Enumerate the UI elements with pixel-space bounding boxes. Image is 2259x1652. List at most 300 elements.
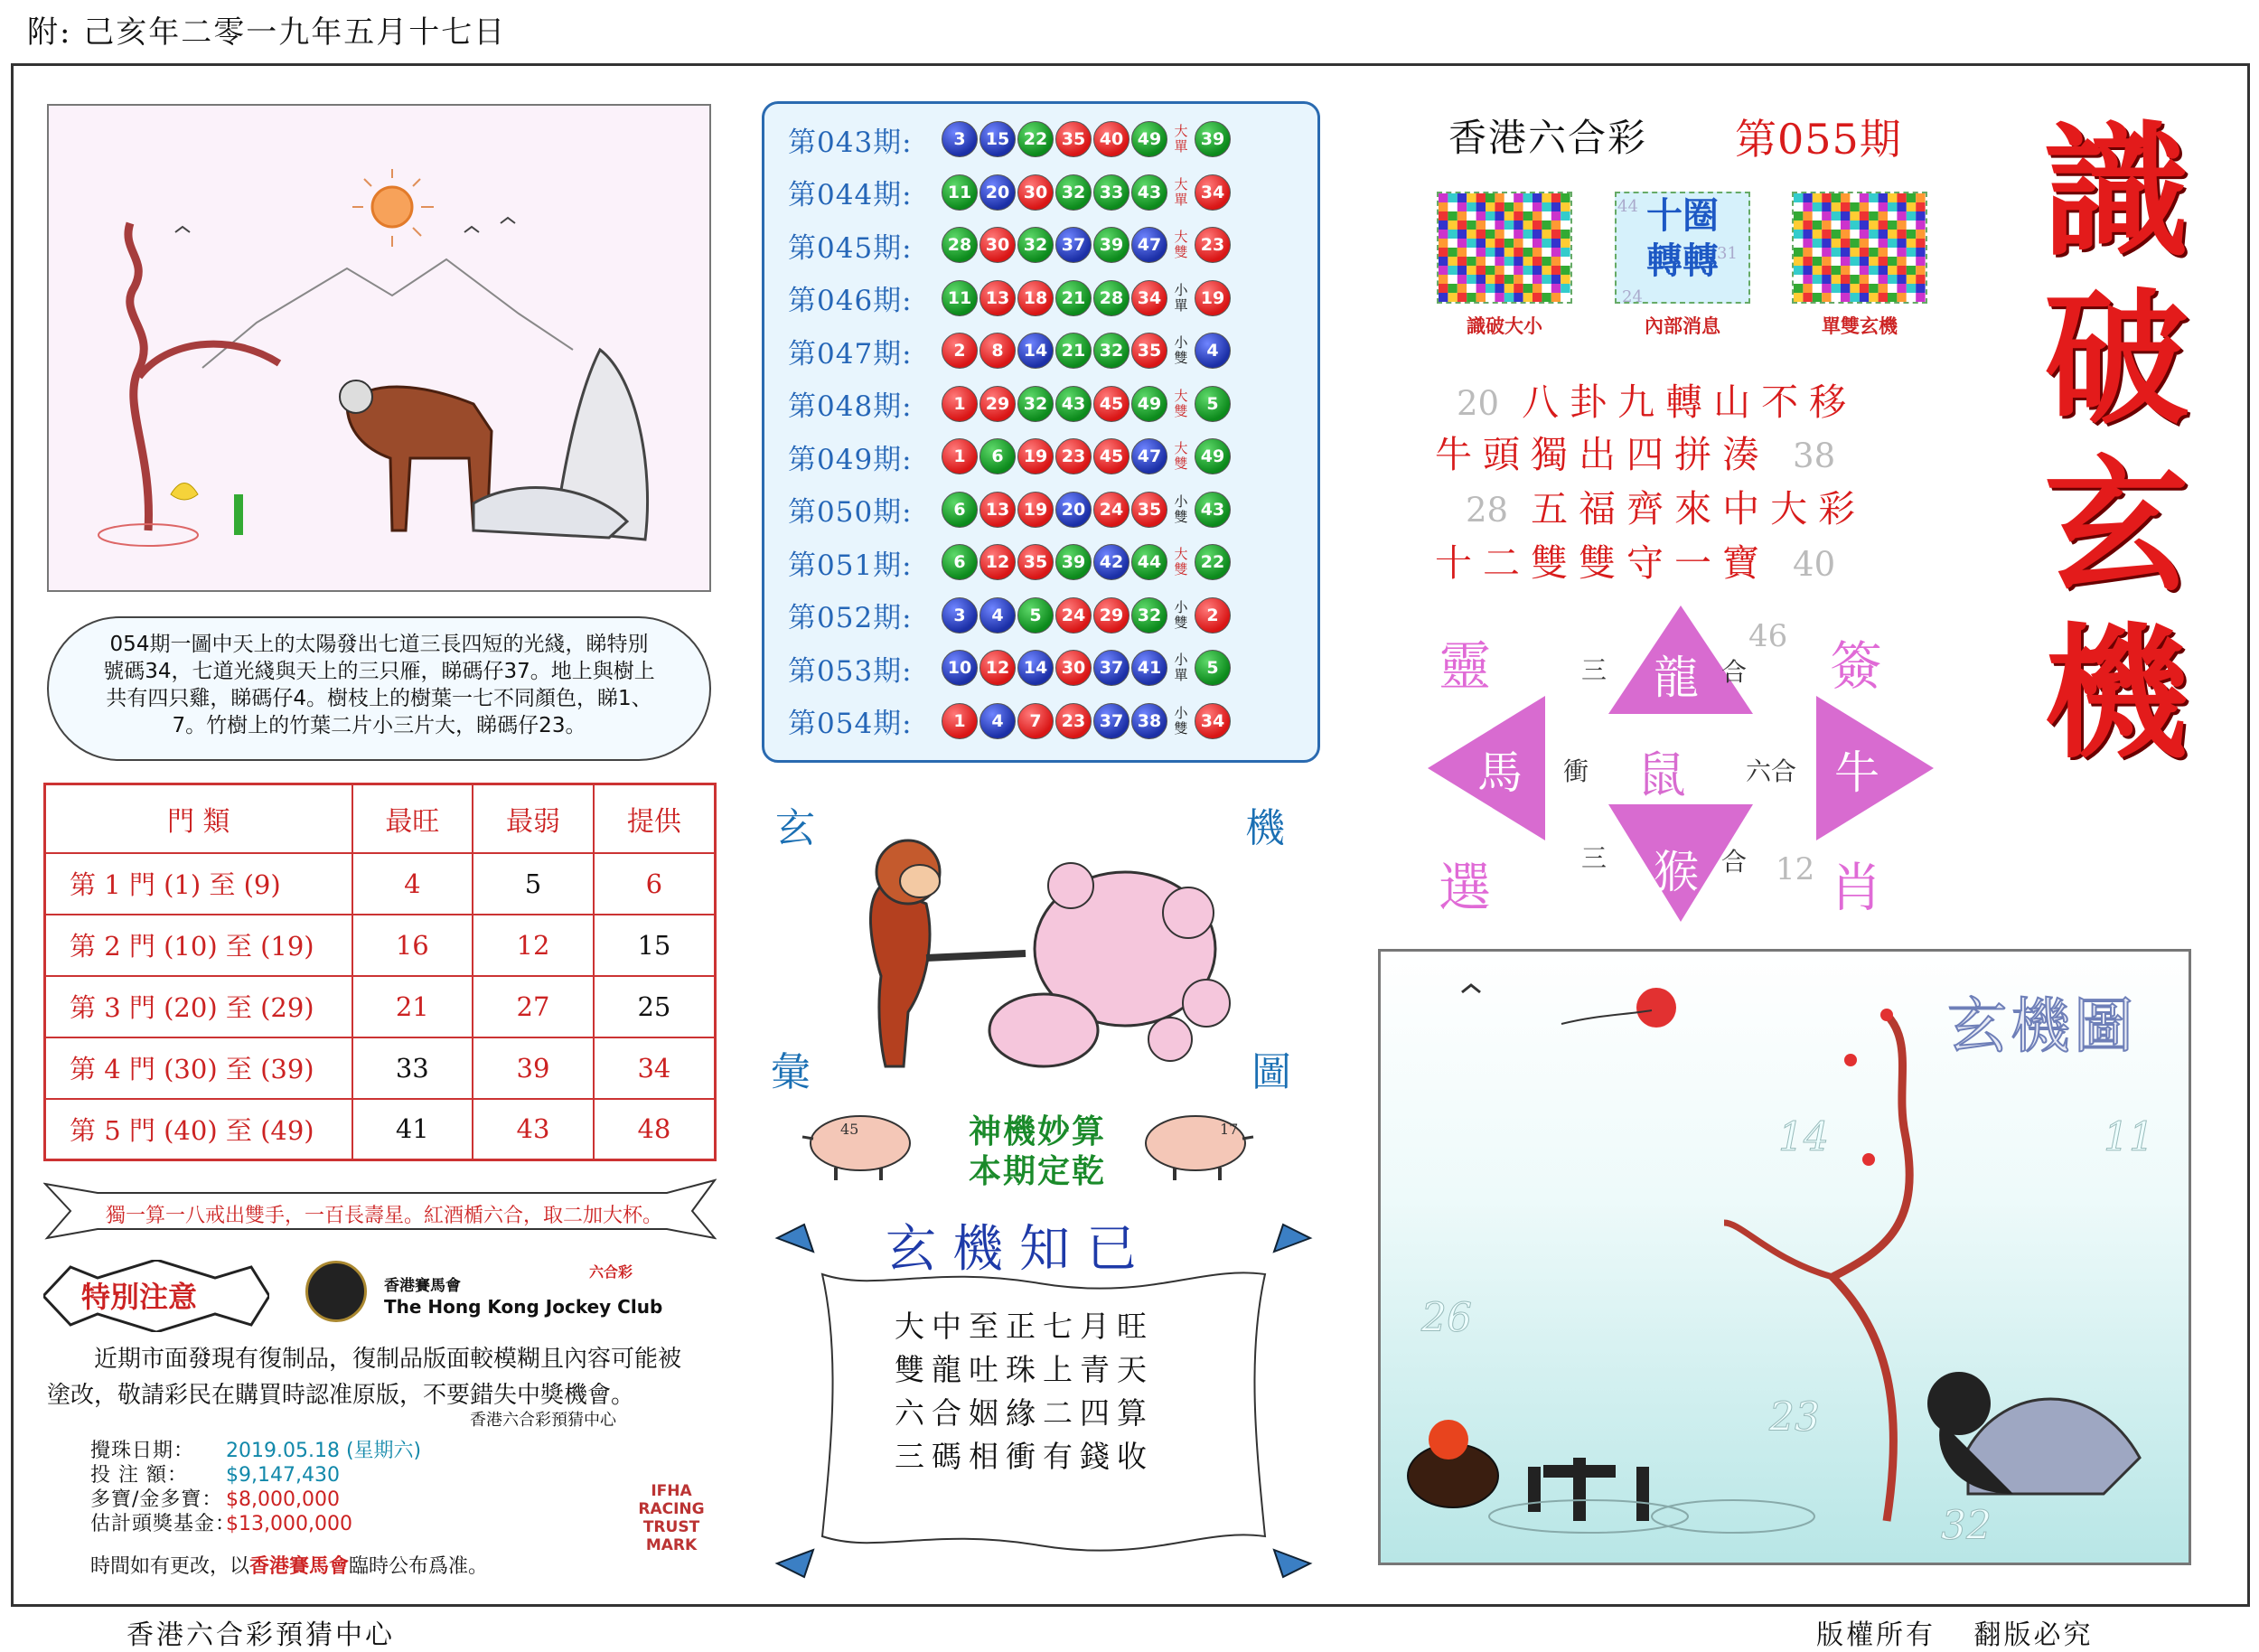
- mosaic-cell: [1794, 221, 1803, 230]
- result-ball: 30: [1055, 650, 1092, 686]
- mosaic-cell: [1841, 211, 1850, 221]
- draw-note-org: 香港賽馬會: [249, 1555, 350, 1578]
- mosaic-cell: [1888, 239, 1897, 248]
- ten-ring-line: 轉轉: [1646, 240, 1719, 282]
- poem-number: 28: [1466, 491, 1509, 530]
- mosaic-cell: [1514, 239, 1523, 248]
- mosaic-cell: [1551, 293, 1561, 302]
- mosaic-cell: [1832, 266, 1841, 275]
- mosaic-cell: [1813, 248, 1822, 257]
- banner-text: 獨一算一八戒出雙手，一百長壽星。紅酒楯六合，取二加大杯。: [105, 1205, 662, 1227]
- mosaic-cell: [1523, 230, 1533, 239]
- mosaic-cell: [1822, 284, 1831, 293]
- mosaic-cell: [1850, 202, 1859, 211]
- door-max: 4: [352, 853, 473, 915]
- mosaic-cell: [1813, 221, 1822, 230]
- mosaic-cell: [1813, 202, 1822, 211]
- mosaic-cell: [1476, 211, 1486, 221]
- poem-text: 牛頭獨出四拼湊: [1435, 433, 1770, 476]
- mosaic-cell: [1504, 275, 1514, 284]
- mosaic-cell: [1888, 202, 1897, 211]
- bamboo-icon: [234, 494, 243, 535]
- notice-text: 近期市面發現有復制品，復制品版面較模糊且內容可能被塗改，敬請彩民在購買時認准原版，不要錯失中獎機會。: [47, 1346, 682, 1409]
- mosaic-cell: [1439, 239, 1448, 248]
- mosaic-cell: [1495, 211, 1504, 221]
- special-ball: 23: [1195, 227, 1231, 263]
- mosaic-cell: [1813, 230, 1822, 239]
- mosaic-label: 單雙玄機: [1822, 315, 1898, 337]
- result-issue-label: 第046期:: [788, 285, 913, 317]
- result-ball: 32: [1093, 333, 1130, 369]
- mosaic-cell: [1495, 275, 1504, 284]
- mosaic-cell: [1841, 248, 1850, 257]
- result-ball: 29: [1093, 597, 1130, 634]
- mosaic-cell: [1794, 257, 1803, 266]
- mosaic-cell: [1504, 266, 1514, 275]
- mosaic-cell: [1803, 266, 1812, 275]
- mosaic-cell: [1448, 293, 1457, 302]
- result-ball: 35: [1131, 333, 1167, 369]
- mosaic-cell: [1523, 221, 1533, 230]
- special-ball: 39: [1195, 121, 1231, 157]
- big-title-char: 機: [2043, 608, 2189, 778]
- mosaic-cell: [1467, 221, 1476, 230]
- mosaic-cell: [1476, 248, 1486, 257]
- special-ball: 5: [1195, 650, 1231, 686]
- mosaic-cell: [1514, 193, 1523, 202]
- mosaic-cell: [1803, 257, 1812, 266]
- pig-left-number: 45: [840, 1121, 859, 1138]
- size-tag: 大: [1174, 175, 1188, 192]
- mosaic-cell: [1561, 257, 1570, 266]
- compass-corner-tl: 靈: [1439, 635, 1492, 697]
- mosaic-cell: [1476, 193, 1486, 202]
- compass-corner-br: 肖: [1830, 857, 1883, 918]
- result-ball: 2: [942, 333, 978, 369]
- result-issue-label: 第051期:: [788, 549, 913, 582]
- mosaic-cell: [1533, 239, 1542, 248]
- mosaic-cell: [1533, 275, 1542, 284]
- mosaic-cell: [1514, 211, 1523, 221]
- mosaic-cell: [1803, 202, 1812, 211]
- result-issue-label: 第052期:: [788, 602, 913, 634]
- result-ball: 8: [980, 333, 1016, 369]
- mosaic-cell: [1869, 257, 1878, 266]
- mosaic-cell: [1860, 211, 1869, 221]
- mosaic-cell: [1860, 221, 1869, 230]
- mosaic-cell: [1879, 230, 1888, 239]
- mosaic-cell: [1542, 257, 1551, 266]
- mosaic-cell: [1897, 211, 1906, 221]
- result-ball: 4: [980, 597, 1016, 634]
- mosaic-cell: [1822, 211, 1831, 221]
- mosaic-cell: [1869, 284, 1878, 293]
- mosaic-label: 內部消息: [1645, 315, 1720, 337]
- result-ball: 34: [1131, 280, 1167, 316]
- mosaic-cell: [1495, 193, 1504, 202]
- result-row: [788, 433, 1233, 480]
- mosaic-cell: [1561, 266, 1570, 275]
- geese-icon: [175, 218, 515, 232]
- special-ball: 22: [1195, 544, 1231, 580]
- mosaic-cell: [1458, 248, 1467, 257]
- middle-poem-line: 大中至正七月旺: [895, 1309, 1154, 1344]
- result-ball: 32: [1017, 386, 1054, 422]
- result-ball: 32: [1055, 174, 1092, 211]
- mosaic-cell: [1850, 193, 1859, 202]
- mosaic-cell: [1916, 266, 1925, 275]
- mosaic-cell: [1879, 193, 1888, 202]
- mosaic-cell: [1841, 202, 1850, 211]
- parity-tag: 單: [1174, 296, 1188, 314]
- turnover-label: 投 注 額：: [90, 1464, 188, 1487]
- result-ball: 49: [1131, 386, 1167, 422]
- result-ball: 39: [1055, 544, 1092, 580]
- issue-number: 第055期: [1735, 115, 1902, 164]
- right-poem-line: [1466, 479, 1866, 532]
- date-line: 附: 己亥年二零一九年五月十七日: [27, 14, 507, 51]
- door-label: 第 4 門 (30) 至 (39): [45, 1037, 352, 1099]
- mark6-logo: 六合彩: [589, 1263, 633, 1281]
- mosaic-cell: [1458, 202, 1467, 211]
- mosaic-cell: [1907, 275, 1916, 284]
- mosaic-cell: [1897, 221, 1906, 230]
- jackpot-value: $13,000,000: [226, 1513, 352, 1535]
- result-ball: 47: [1131, 227, 1167, 263]
- mosaic-odd-even: [1792, 192, 1927, 304]
- mosaic-cell: [1897, 193, 1906, 202]
- result-ball: 40: [1093, 121, 1130, 157]
- header-max: 最旺: [352, 784, 473, 853]
- draw-date-row: [90, 1439, 421, 1463]
- mosaic-cell: [1467, 239, 1476, 248]
- mosaic-cell: [1467, 293, 1476, 302]
- size-tag: 大: [1174, 440, 1188, 456]
- table-row: [45, 915, 716, 976]
- mosaic-cell: [1561, 248, 1570, 257]
- mosaic-cell: [1514, 202, 1523, 211]
- mosaic-cell: [1888, 211, 1897, 221]
- mosaic-cell: [1514, 284, 1523, 293]
- mosaic-cell: [1869, 293, 1878, 302]
- size-tag: 小: [1174, 281, 1188, 298]
- mosaic-cell: [1561, 284, 1570, 293]
- mosaic-cell: [1850, 239, 1859, 248]
- result-row: [788, 116, 1233, 163]
- result-ball: 19: [1017, 492, 1054, 528]
- parity-tag: 雙: [1174, 402, 1188, 419]
- mosaic-cell: [1514, 275, 1523, 284]
- parity-tag: 雙: [1174, 614, 1188, 631]
- mosaic-cell: [1495, 284, 1504, 293]
- door-min: 43: [473, 1099, 594, 1160]
- result-ball: 23: [1055, 438, 1092, 474]
- result-ball: 30: [980, 227, 1016, 263]
- table-row: [45, 1099, 716, 1160]
- mosaic-cell: [1907, 266, 1916, 275]
- result-ball: 13: [980, 280, 1016, 316]
- compass-label: 合: [1721, 847, 1748, 877]
- mosaic-cell: [1467, 193, 1476, 202]
- picture-number: 32: [1941, 1503, 1992, 1549]
- result-row: [788, 221, 1233, 268]
- size-tag: 小: [1174, 493, 1188, 510]
- poem-text: 十二雙雙守一寶: [1435, 541, 1770, 585]
- mosaic-cell: [1504, 257, 1514, 266]
- mosaic-cell: [1476, 293, 1486, 302]
- mosaic-cell: [1533, 293, 1542, 302]
- door-table: [43, 783, 717, 1161]
- mosaic-cell: [1533, 211, 1542, 221]
- parity-tag: 單: [1174, 191, 1188, 208]
- result-ball: 11: [942, 174, 978, 211]
- result-ball: 11: [942, 280, 978, 316]
- mosaic-cell: [1907, 284, 1916, 293]
- special-ball: 4: [1195, 333, 1231, 369]
- compass-corner-tr: 簽: [1830, 635, 1883, 697]
- turnover-value: $9,147,430: [226, 1464, 340, 1487]
- result-ball: 7: [1017, 703, 1054, 739]
- result-ball: 45: [1093, 438, 1130, 474]
- result-ball: 49: [1131, 121, 1167, 157]
- mosaic-cell: [1841, 284, 1850, 293]
- result-size-parity-tag: [1169, 595, 1193, 636]
- mosaic-cell: [1495, 239, 1504, 248]
- puzzle-picture-054: [47, 104, 711, 592]
- mosaic-cell: [1504, 193, 1514, 202]
- mosaic-cell: [1523, 193, 1533, 202]
- mosaic-cell: [1832, 248, 1841, 257]
- compass-number: 46: [1748, 618, 1788, 654]
- mosaic-cell: [1888, 284, 1897, 293]
- mosaic-cell: [1794, 239, 1803, 248]
- result-ball: 35: [1017, 544, 1054, 580]
- mosaic-cell: [1832, 221, 1841, 230]
- result-ball: 43: [1055, 386, 1092, 422]
- result-ball: 10: [942, 650, 978, 686]
- mosaic-cell: [1542, 211, 1551, 221]
- mosaic-cell: [1897, 275, 1906, 284]
- mosaic-cell: [1458, 239, 1467, 248]
- mosaic-cell: [1439, 221, 1448, 230]
- ten-ring-number: 24: [1622, 287, 1643, 306]
- mosaic-cell: [1841, 257, 1850, 266]
- picture-number: 14: [1778, 1114, 1829, 1160]
- mosaic-cell: [1869, 248, 1878, 257]
- mosaic-cell: [1916, 248, 1925, 257]
- picture-number: 23: [1769, 1394, 1820, 1441]
- mosaic-cell: [1897, 202, 1906, 211]
- mosaic-cell: [1897, 239, 1906, 248]
- mosaic-cell: [1869, 239, 1878, 248]
- mosaic-cell: [1860, 202, 1869, 211]
- result-ball: 4: [980, 703, 1016, 739]
- big-title-char: 破: [2043, 274, 2189, 444]
- mosaic-cell: [1486, 248, 1495, 257]
- hkjc-name-cn: 香港賽馬會: [384, 1277, 461, 1295]
- mosaic-cell: [1879, 275, 1888, 284]
- mosaic-cell: [1850, 211, 1859, 221]
- mosaic-cell: [1869, 230, 1878, 239]
- result-row: [788, 169, 1233, 216]
- monkey-icon: [870, 886, 929, 1066]
- parity-tag: 單: [1174, 138, 1188, 155]
- mosaic-cell: [1869, 202, 1878, 211]
- slogan-line: 神機妙算: [968, 1112, 1106, 1150]
- mosaic-cell: [1832, 202, 1841, 211]
- result-ball: 23: [1055, 703, 1092, 739]
- mosaic-cell: [1850, 266, 1859, 275]
- mosaic-cell: [1533, 284, 1542, 293]
- mosaic-cell: [1523, 266, 1533, 275]
- size-tag: 小: [1174, 334, 1188, 351]
- mosaic-cell: [1841, 239, 1850, 248]
- mosaic-cell: [1523, 257, 1533, 266]
- result-ball: 20: [1055, 492, 1092, 528]
- mosaic-cell: [1822, 257, 1831, 266]
- result-ball: 12: [980, 650, 1016, 686]
- puzzle-illustration: [49, 106, 711, 592]
- mosaic-cell: [1476, 230, 1486, 239]
- door-max: 41: [352, 1099, 473, 1160]
- result-ball: 1: [942, 438, 978, 474]
- mosaic-cell: [1523, 275, 1533, 284]
- compass-number: 12: [1776, 851, 1815, 887]
- mosaic-big-small: [1437, 192, 1572, 304]
- mosaic-cell: [1888, 221, 1897, 230]
- hkjc-name-en: The Hong Kong Jockey Club: [384, 1296, 663, 1318]
- mosaic-cell: [1832, 230, 1841, 239]
- footer-copyright: 版權所有 翻版必究: [1816, 1619, 2094, 1651]
- result-ball: 5: [1017, 597, 1054, 634]
- result-issue-label: 第050期:: [788, 496, 913, 529]
- mosaic-cell: [1869, 275, 1878, 284]
- mosaic-cell: [1551, 248, 1561, 257]
- mosaic-cell: [1551, 239, 1561, 248]
- result-ball: 20: [980, 174, 1016, 211]
- mosaic-cell: [1841, 275, 1850, 284]
- mosaic-cell: [1542, 221, 1551, 230]
- mosaic-cell: [1803, 248, 1812, 257]
- mosaic-cell: [1523, 202, 1533, 211]
- mosaic-cell: [1907, 257, 1916, 266]
- mosaic-cell: [1879, 293, 1888, 302]
- result-ball: 21: [1055, 333, 1092, 369]
- mosaic-cell: [1832, 193, 1841, 202]
- mosaic-cell: [1448, 211, 1457, 221]
- mosaic-cell: [1860, 239, 1869, 248]
- mosaic-cell: [1458, 284, 1467, 293]
- mosaic-cell: [1439, 275, 1448, 284]
- result-size-parity-tag: [1169, 647, 1193, 689]
- mosaic-cell: [1850, 221, 1859, 230]
- result-issue-label: 第053期:: [788, 654, 913, 688]
- compass-right: 牛: [1834, 746, 1879, 799]
- mosaic-cell: [1523, 211, 1533, 221]
- mosaic-cell: [1897, 284, 1906, 293]
- mosaic-cell: [1860, 230, 1869, 239]
- result-ball: 45: [1093, 386, 1130, 422]
- mosaic-cell: [1907, 230, 1916, 239]
- mosaic-cell: [1907, 211, 1916, 221]
- result-row: [788, 698, 1233, 745]
- mosaic-cell: [1448, 230, 1457, 239]
- special-ball: 19: [1195, 280, 1231, 316]
- mosaic-cell: [1897, 266, 1906, 275]
- mosaic-cell: [1458, 230, 1467, 239]
- mosaic-cell: [1439, 284, 1448, 293]
- mosaic-cell: [1860, 248, 1869, 257]
- result-ball: 37: [1093, 650, 1130, 686]
- result-ball: 39: [1093, 227, 1130, 263]
- snowball-row: [90, 1488, 421, 1512]
- mosaic-cell: [1476, 239, 1486, 248]
- mosaic-cell: [1458, 211, 1467, 221]
- mosaic-cell: [1542, 202, 1551, 211]
- goat-icon: [347, 387, 492, 530]
- mosaic-cell: [1916, 230, 1925, 239]
- corner-char-br: 圖: [1251, 1049, 1291, 1095]
- draw-date-value: 2019.05.18 (星期六): [226, 1440, 422, 1462]
- result-ball: 47: [1131, 438, 1167, 474]
- result-row: [788, 644, 1233, 691]
- slogan-line: 本期定乾: [968, 1152, 1106, 1190]
- mosaic-cell: [1439, 211, 1448, 221]
- result-issue-label: 第049期:: [788, 443, 913, 476]
- parity-tag: 雙: [1174, 350, 1188, 366]
- mosaic-cell: [1542, 293, 1551, 302]
- result-ball: 6: [980, 438, 1016, 474]
- mosaic-cell: [1551, 284, 1561, 293]
- mosaic-cell: [1551, 221, 1561, 230]
- mosaic-cell: [1476, 284, 1486, 293]
- mosaic-cell: [1504, 221, 1514, 230]
- result-ball: 41: [1131, 650, 1167, 686]
- corner-char-tr: 機: [1245, 805, 1285, 851]
- mosaic-cell: [1888, 266, 1897, 275]
- mosaic-cell: [1907, 293, 1916, 302]
- mosaic-cell: [1551, 211, 1561, 221]
- hkjc-logo-icon: [305, 1261, 367, 1322]
- mosaic-cell: [1822, 293, 1831, 302]
- mosaic-cell: [1803, 239, 1812, 248]
- result-ball: 33: [1093, 174, 1130, 211]
- ten-ring-number: 31: [1717, 244, 1738, 263]
- compass-center: 鼠: [1637, 746, 1686, 803]
- mosaic-cell: [1869, 221, 1878, 230]
- pig-right-number: 17: [1220, 1121, 1239, 1138]
- door-table-header: [45, 784, 716, 853]
- mosaic-cell: [1514, 230, 1523, 239]
- header-pick: 提供: [594, 784, 716, 853]
- special-ball: 5: [1195, 386, 1231, 422]
- mosaic-cell: [1467, 248, 1476, 257]
- result-row: [788, 592, 1233, 639]
- mosaic-cell: [1822, 239, 1831, 248]
- mosaic-cell: [1803, 275, 1812, 284]
- mosaic-cell: [1514, 257, 1523, 266]
- mosaic-cell: [1458, 193, 1467, 202]
- mosaic-cell: [1794, 275, 1803, 284]
- mosaic-cell: [1879, 248, 1888, 257]
- mosaic-cell: [1542, 230, 1551, 239]
- size-tag: 大: [1174, 387, 1188, 404]
- mosaic-cell: [1860, 257, 1869, 266]
- result-row: [788, 327, 1233, 374]
- door-min: 12: [473, 915, 594, 976]
- mosaic-cell: [1794, 293, 1803, 302]
- result-ball: 19: [1017, 438, 1054, 474]
